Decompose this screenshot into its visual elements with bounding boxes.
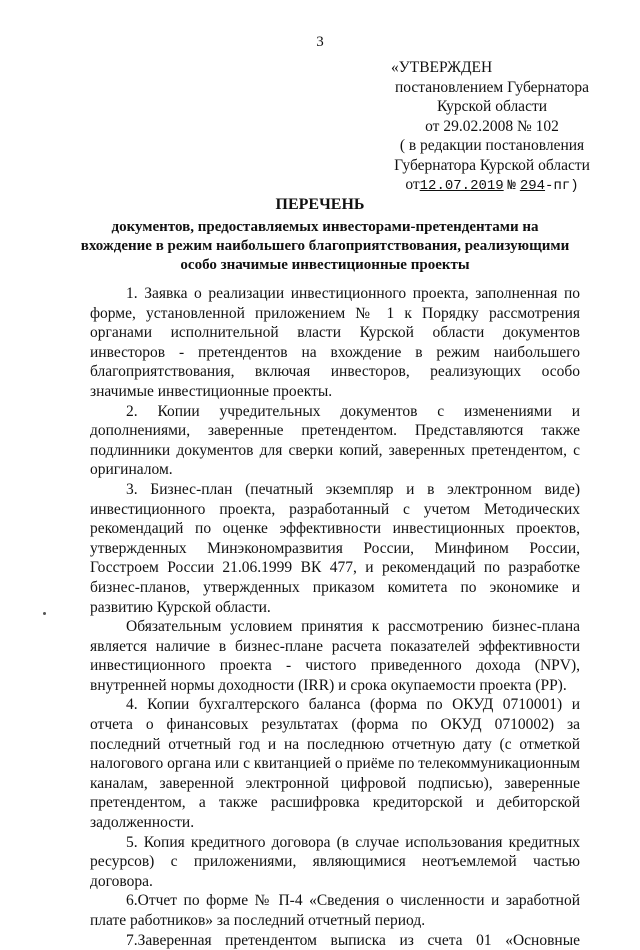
approval-date: 12.07.2019 bbox=[419, 178, 504, 194]
paragraph-6: 6.Отчет по форме № П-4 «Сведения о численности и заработной плате работников» за последний отчетный период. bbox=[90, 892, 580, 929]
paragraph-5: 5. Копия кредитного договора (в случае использования кредитных ресурсов) с приложениями, являющимися неотъемлемой частью договора. bbox=[90, 833, 580, 890]
approval-line-6: Губернатора Курской области bbox=[394, 156, 590, 174]
paragraph-2: 2. Копии учредительных документов с изменениями и дополнениями, заверенные претендентом. Представляются также подлинники документов для сверки копий, заверенных претендентом, с оригиналом. bbox=[90, 402, 580, 479]
approval-date-prefix: от bbox=[405, 176, 420, 193]
paragraph-3-note: Обязательным условием принятия к рассмотрению бизнес-плана является наличие в бизнес-плане расчета показателей эффективности инвестиционного проекта - чистого приведенного дохода (NPV), внутренней нормы доходности (IRR) и срока окупаемости проекта (PP). bbox=[90, 618, 580, 694]
paragraph-1: 1. Заявка о реализации инвестиционного проекта, заполненная по форме, установленной приложением № 1 к Порядку рассмотрения органами исполнительной власти Курской области документов инвесторов - претендентов на вхождение в режим наибольшего благоприятствования, включая инвесторов, реализующих особо значимые инвестиционные проекты. bbox=[90, 285, 580, 400]
document-title: ПЕРЕЧЕНЬ bbox=[275, 196, 365, 213]
paragraph-7: 7.Заверенная претендентом выписка из счета 01 «Основные bbox=[126, 931, 580, 949]
approval-line-3: Курской области bbox=[436, 98, 548, 115]
paragraph-3: 3. Бизнес-план (печатный экземпляр и в электронном виде) инвестиционного проекта, разработанный с учетом Методических рекомендаций по оценке эффективности инвестиционных проектов, утвержденных Минэкономразвития России, Минфином России, Госстроем России 21.06.1999 ВК 477, и рекомендаций по разработке бизнес-планов, утвержденных приказом комитета по экономике и развитию Курской области. bbox=[90, 480, 580, 616]
approval-number: 294 bbox=[519, 178, 546, 194]
approval-line-7 bbox=[372, 175, 612, 197]
approval-line-1: «УТВЕРЖДЕН bbox=[391, 59, 493, 76]
scan-margin-mark bbox=[43, 612, 46, 615]
document-subtitle: документов, предоставляемых инвесторами-претендентами на вхождение в режим наибольшего благоприятствования, реализующими особо значимые инвестиционные проекты bbox=[80, 219, 570, 273]
approval-number-sign: № bbox=[507, 178, 516, 194]
approval-suffix: -пг) bbox=[545, 178, 579, 194]
document-body bbox=[90, 284, 580, 950]
approval-line-4: от 29.02.2008 № 102 bbox=[425, 117, 559, 135]
approval-stamp bbox=[372, 58, 612, 197]
paragraph-4: 4. Копии бухгалтерского баланса (форма по ОКУД 0710001) и отчета о финансовых результатах (форма по ОКУД 0710002) за последний отчетный год и на последнюю отчетную дату (с отметкой налогового органа или с квитанцией о приёме по телекоммуникационным каналам, заверенной электронной цифровой подписью), заверенные претендентом, а также расшифровка кредиторской и дебиторской задолженности. bbox=[90, 696, 580, 832]
approval-line-5: ( в редакции постановления bbox=[399, 137, 585, 154]
page-number: 3 bbox=[316, 34, 324, 50]
approval-line-2: постановлением Губернатора bbox=[394, 78, 590, 96]
